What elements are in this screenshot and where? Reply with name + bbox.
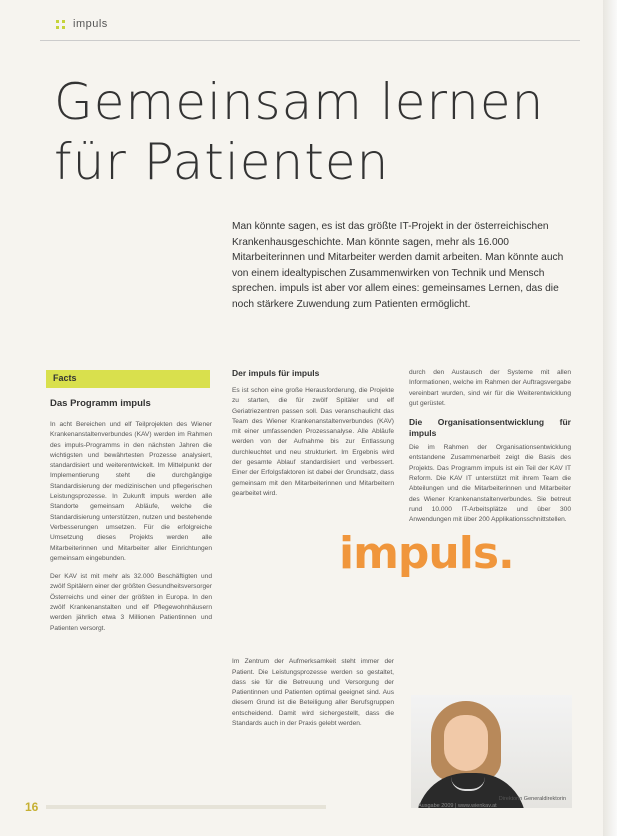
page-title: [54, 72, 544, 192]
facts-label-box: [46, 370, 210, 388]
facts-paragraph-2: Der KAV ist mit mehr als 32.000 Beschäftigten und zwölf Spitälern einer der größten Gesundheitsversorger Österreichs und einer der größten in Europa. In den zwölf Krankenanstalten und elf Pflegewohnhäusern werden jährlich etwa 3 Millionen Patientinnen und Patienten versorgt.: [50, 573, 212, 632]
article-paragraph-3: durch den Austausch der Systeme mit allen Informationen, welche im Rahmen der Auftragsvergabe vereinbart wurden, sind wir für die Weiterentwicklung gut gerüstet.: [409, 369, 571, 407]
article-paragraph-1: Es ist schon eine große Herausforderung, die Projekte zu starten, die für zwölf Spitäler und elf Geriatriezentren passen soll. Das veranschaulicht das Team des Wiener Krankenanstaltenverbundes (KAV) mit einer umfassenden Prozessanalyse. Alle Abläufe werden von der Aufnahme bis zur Entlassung durchleuchtet und neu strukturiert. Im Ergebnis wird der gesamte Ablauf standardisiert und verbessert. Einer der Erfolgsfaktoren ist dabei der Grundsatz, dass gemeinsam mit den Mitarbeiterinnen und Mitarbeitern gearbeitet wird.: [232, 387, 394, 497]
section-label: impuls: [73, 18, 108, 30]
article-heading: Der impuls für impuls: [232, 368, 320, 378]
header-rule: [40, 40, 580, 41]
photo-caption: Direktorin Generaldirektorin: [498, 796, 566, 802]
title-line-1: Gemeinsam lernen: [54, 73, 545, 131]
page-edge-shadow: [603, 0, 617, 836]
portrait-face: [444, 715, 488, 771]
facts-paragraph-1: In acht Bereichen und elf Teilprojekten des Wiener Krankenanstaltenverbundes (KAV) werden im Rahmen des impuls-Programms in den nächsten Jahren die wichtigsten und bewährtesten Prozesse analysiert, standardisiert und weiterentwickelt. Im Mittelpunkt der Implementierung steht die durchgängige Standardisierung der medizinischen und pflegerischen Leistungsprozesse. In Zukunft impuls werden alle Standorte gemeinsam Abläufe, welche die Standardisierung unterstützen, nutzen und bestehende Verbesserungen umsetzen. Für die erfolgreiche Umsetzung dieses Projekts werden alle Mitarbeiterinnen und Mitarbeiter aller Einrichtungen gemeinsam eingebunden.: [50, 421, 212, 562]
footer-text: Ausgabe 2009 | www.wienkav.at: [418, 803, 497, 809]
footer-bar: [46, 805, 326, 809]
article-paragraph-2: Im Zentrum der Aufmerksamkeit steht immer der Patient. Die Leistungsprozesse werden so gestaltet, dass sie für die Betreuung und Versorgung der Patientinnen und Patienten optimal geeignet sind. Aus diesem Grund ist die Beteiligung aller Berufsgruppen entscheidend. Damit wird sichergestellt, dass die Standards auch in der Praxis gelebt werden.: [232, 658, 394, 728]
impuls-logo: impuls.: [339, 528, 514, 579]
subheading-organisation: Die Organisationsentwicklung für impuls: [409, 417, 571, 439]
lead-paragraph: Man könnte sagen, es ist das größte IT-Projekt in der österreichischen Krankenhausgeschichte. Man könnte sagen, mehr als 16.000 Mitarbeiterinnen und Mitarbeiter werden damit arbeiten. Man könnte auch von einem idealtypischen Zusammenwirken von Technik und Mensch sprechen. impuls ist aber vor allem eines: gemeinsames Lernen, das die noch stärkere Zuwendung zum Patienten ermöglicht.: [232, 221, 564, 310]
article-paragraph-4: Die im Rahmen der Organisationsentwicklung entstandene Zusammenarbeit zeigt die Basis des Projekts. Das Programm impuls ist ein Teil der KAV IT Reform. Die KAV IT unterstützt mit ihrem Team die Abteilungen und die Mitarbeiterinnen und Mitarbeiter des Wiener Krankenanstaltenverbundes. Sie betreut rund 10.000 IT-Arbeitsplätze und über 300 Anwendungen mit über 200 Applikationsschnittstellen.: [409, 444, 571, 524]
facts-column: [50, 420, 212, 642]
portrait-photo: [411, 695, 572, 808]
title-line-2: für Patienten: [54, 133, 390, 191]
facts-label: Facts: [53, 373, 77, 383]
article-column-3: [409, 368, 571, 526]
section-header: [56, 16, 576, 36]
section-dots-icon: [56, 20, 66, 30]
facts-title: Das Programm impuls: [50, 398, 151, 409]
page-number: 16: [25, 800, 39, 814]
